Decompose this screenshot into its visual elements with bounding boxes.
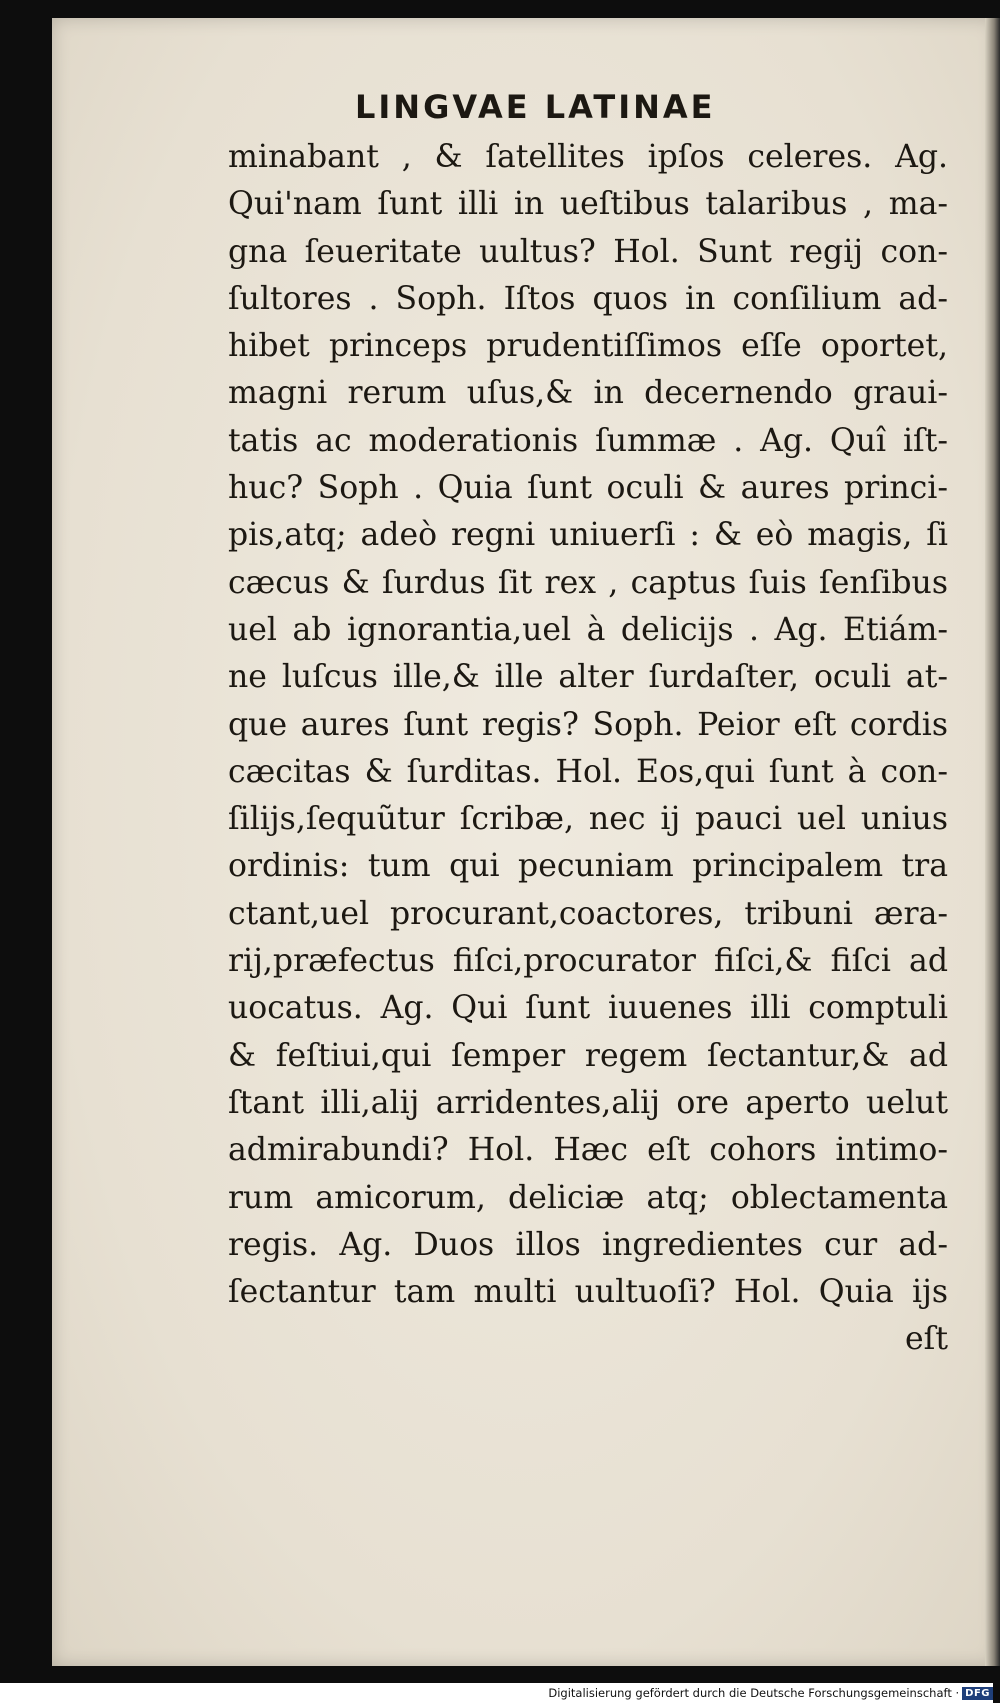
text-line: tatis ac moderationis ſummæ . Ag. Quî iſt- (228, 422, 948, 459)
text-line: pis,atq; adeò regni uniuerſi : & eò magis, ſi (228, 517, 948, 554)
text-line: ordinis: tum qui pecuniam principalem tra (228, 848, 948, 885)
page-edge (985, 18, 1000, 1666)
text-line: gna ſeueritate uultus? Hol. Sunt regij con- (228, 233, 948, 270)
text-block (228, 134, 948, 1364)
text-line: que aures ſunt regis? Soph. Peior eſt cordis (228, 706, 948, 743)
text-line: Qui'nam ſunt illi in ueſtibus talaribus , ma- (228, 186, 948, 223)
text-line: ſultores . Soph. Iſtos quos in conſilium ad- (228, 280, 948, 317)
dfg-logo: DFG (962, 1687, 993, 1700)
text-line: cæcitas & ſurditas. Hol. Eos,qui ſunt à con- (228, 753, 948, 790)
text-line: ſtant illi,alij arridentes,alij ore aperto uelut (228, 1084, 948, 1121)
text-line: hibet princeps prudentiſſimos eſſe oportet, (228, 328, 948, 365)
text-line: & feſtiui,qui ſemper regem ſectantur,& ad (228, 1037, 948, 1074)
text-line: ctant,uel procurant,coactores, tribuni æra- (228, 895, 948, 932)
text-line: magni rerum uſus,& in decernendo graui- (228, 375, 948, 412)
text-line: minabant , & ſatellites ipſos celeres. Ag. (228, 139, 948, 175)
text-line: cæcus & ſurdus ſit rex , captus ſuis ſenſibus (228, 564, 948, 601)
text-line: rum amicorum, deliciæ atq; oblectamenta (228, 1179, 948, 1216)
text-line: rij,præfectus fiſci,procurator fiſci,& fiſci ad (228, 943, 948, 980)
text-line: ne luſcus ille,& ille alter ſurdaſter, oculi at- (228, 659, 948, 696)
text-line: regis. Ag. Duos illos ingredientes cur ad- (228, 1226, 948, 1263)
digitization-footer (0, 1683, 993, 1703)
text-line: huc? Soph . Quia ſunt oculi & aures princi- (228, 470, 948, 507)
text-line: uocatus. Ag. Qui ſunt iuuenes illi comptuli (228, 990, 948, 1027)
text-line: uel ab ignorantia,uel à delicijs . Ag. Etiám- (228, 611, 948, 648)
text-line: ſectantur tam multi uultuoſi? Hol. Quia ijs (228, 1274, 948, 1311)
text-line: admirabundi? Hol. Hæc eſt cohors intimo- (228, 1132, 948, 1169)
text-line: ſilijs,ſequũtur ſcribæ, nec ij pauci uel unius (228, 801, 948, 838)
catchword: eſt (905, 1321, 948, 1358)
running-head: LINGVAE LATINAE (355, 88, 716, 126)
footer-credit: Digitalisierung gefördert durch die Deutsche Forschungsgemeinschaft · (548, 1686, 960, 1700)
